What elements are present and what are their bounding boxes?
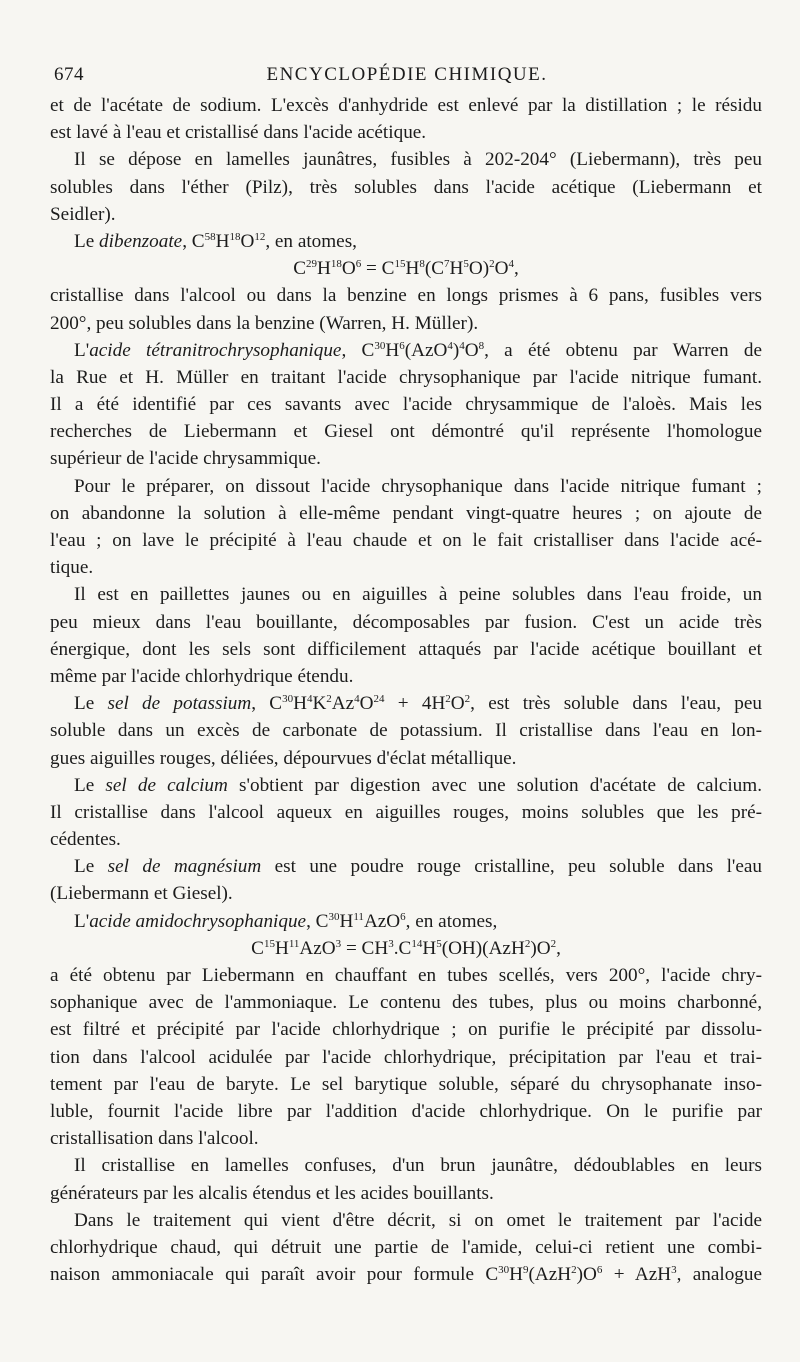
text-line: énergique, dont les sels sont difficilement attaqués par l'acide acétique bouillant et — [50, 638, 762, 660]
text-line: tement par l'eau de baryte. Le sel barytique soluble, séparé du chrysophanate inso- — [50, 1073, 762, 1095]
text-line: $C^{29}H^{18}O^6 = C^{15}H^8(C^7H^5O)^2O^4$, — [293, 258, 519, 280]
text-line: a été obtenu par Liebermann en chauffant en tubes scellés, vers 200°, l'acide chry- — [50, 965, 762, 986]
text-line: solubles dans l'éther (Pilz), très solubles dans l'acide acétique (Liebermann et — [50, 176, 762, 198]
text-line: Seidler). — [50, 203, 116, 225]
text-line: Dans le traitement qui vient d'être décrit, si on omet le traitement par l'acide — [74, 1209, 762, 1231]
text-line: l'eau ; on lave le précipité à l'eau chaude et on le fait cristalliser dans l'acide acé- — [50, 530, 762, 551]
text-line: Le dibenzoate, $C^{58}H^{18}O^{12}$, en atomes, — [74, 230, 357, 252]
text-line: est lavé à l'eau et cristallisé dans l'acide acétique. — [50, 122, 427, 144]
text-line: on abandonne la solution à elle-même pendant vingt-quatre heures ; on ajoute de — [50, 502, 762, 524]
page-number: 674 — [54, 64, 84, 85]
text-line: sophanique avec de l'ammoniaque. Le contenu des tubes, plus ou moins charbonné, — [50, 992, 762, 1014]
text-line: recherches de Liebermann et Giesel ont démontré qu'il représente l'homologue — [50, 421, 762, 443]
text-line: naison ammoniacale qui paraît avoir pour formule $C^{30}H^9(AzH^2)O^6 + AzH^3$, analogue — [50, 1264, 762, 1286]
text-line: Il est en paillettes jaunes ou en aiguilles à peine solubles dans l'eau froide, un — [74, 584, 762, 606]
body-text — [50, 92, 762, 1288]
text-line: Le sel de potassium, $C^{30}H^4K^2Az^4O^{24} + 4H^2O^2$, est très soluble dans l'eau, peu — [74, 693, 762, 715]
text-line: tique. — [50, 557, 94, 579]
text-line: est filtré et précipité par l'acide chlorhydrique ; on purifie le précipité par dissolu- — [50, 1019, 762, 1041]
text-line: Il cristallise dans l'alcool aqueux en aiguilles rouges, moins solubles que les pré- — [50, 801, 762, 823]
text-line: gues aiguilles rouges, déliées, dépourvues d'éclat métallique. — [50, 747, 517, 769]
text-line: L'acide tétranitrochrysophanique, $C^{30}H^6(AzO^4)^4O^8$, a été obtenu par Warren de — [74, 339, 762, 361]
text-line: cristallisation dans l'alcool. — [50, 1128, 259, 1150]
text-line: même par l'acide chlorhydrique étendu. — [50, 665, 354, 687]
text-line: cristallise dans l'alcool ou dans la benzine en longs prismes à 6 pans, fusibles vers — [50, 285, 762, 307]
text-line: L'acide amidochrysophanique, $C^{30}H^{11}AzO^6$, en atomes, — [74, 910, 498, 932]
text-line: (Liebermann et Giesel). — [50, 883, 233, 905]
text-line: Le sel de calcium s'obtient par digestion avec une solution d'acétate de calcium. — [74, 774, 762, 796]
text-line: soluble dans un excès de carbonate de potassium. Il cristallise dans l'eau en lon- — [50, 720, 762, 742]
running-title: ENCYCLOPÉDIE CHIMIQUE. — [266, 64, 548, 85]
text-line: $C^{15}H^{11}AzO^3 = CH^3.C^{14}H^5(OH)(AzH^2)O^2$, — [251, 937, 561, 959]
text-line: générateurs par les alcalis étendus et les acides bouillants. — [50, 1182, 494, 1204]
text-line: Il se dépose en lamelles jaunâtres, fusibles à 202-204° (Liebermann), très peu — [74, 149, 762, 171]
text-line: 200°, peu solubles dans la benzine (Warren, H. Müller). — [50, 312, 479, 334]
text-line: Le sel de magnésium est une poudre rouge cristalline, peu soluble dans l'eau — [74, 856, 762, 878]
text-line: Il a été identifié par ces savants avec l'acide chrysammique de l'aloès. Mais les — [50, 394, 762, 416]
text-line: chlorhydrique chaud, qui détruit une partie de l'amide, celui-ci retient une combi- — [50, 1236, 762, 1258]
running-head — [54, 64, 760, 88]
text-line: supérieur de l'acide chrysammique. — [50, 448, 321, 470]
text-line: cédentes. — [50, 829, 121, 851]
text-line: la Rue et H. Müller en traitant l'acide chrysophanique par l'acide nitrique fumant. — [50, 366, 762, 388]
text-line: luble, fournit l'acide libre par l'addition d'acide chlorhydrique. On le purifie par — [50, 1100, 762, 1122]
text-line: Il cristallise en lamelles confuses, d'un brun jaunâtre, dédoublables en leurs — [74, 1155, 762, 1177]
text-line: peu mieux dans l'eau bouillante, décomposables par fusion. C'est un acide très — [50, 611, 762, 633]
text-line: tion dans l'alcool acidulée par l'acide chlorhydrique, précipitation par l'eau et trai- — [50, 1046, 762, 1068]
text-line: Pour le préparer, on dissout l'acide chrysophanique dans l'acide nitrique fumant ; — [74, 475, 762, 497]
text-line: et de l'acétate de sodium. L'excès d'anhydride est enlevé par la distillation ; le résidu — [50, 95, 762, 116]
